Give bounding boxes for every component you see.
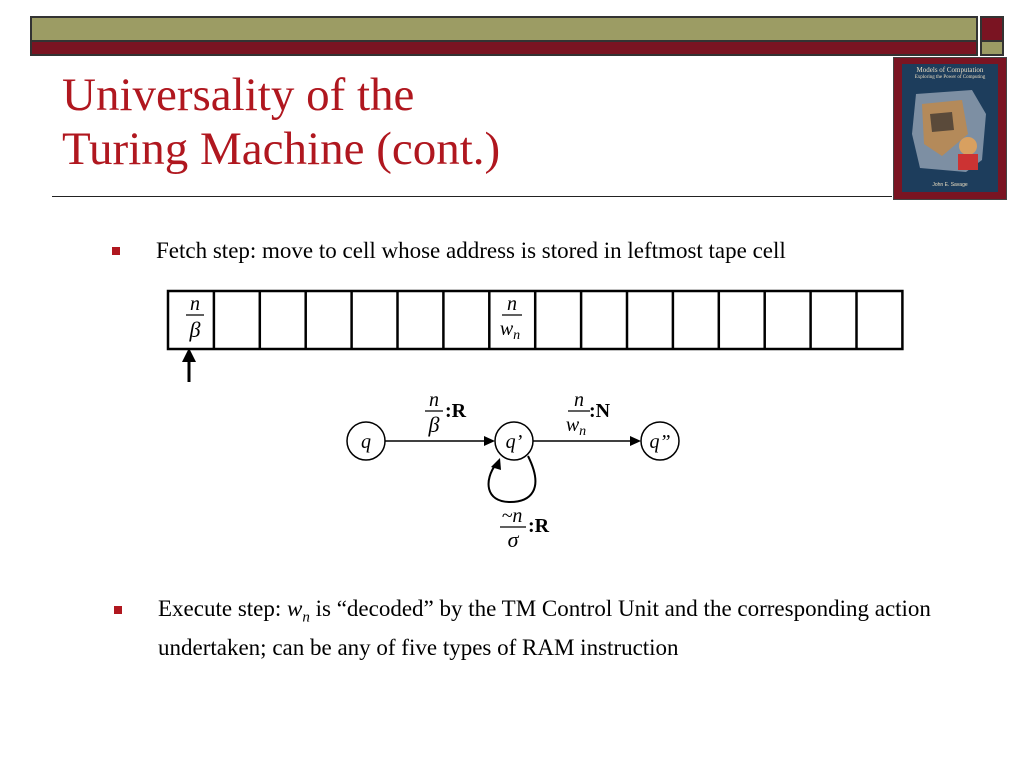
edge2-top-label: n [574,389,584,411]
bullet-execute-var: w [287,596,303,621]
tape-cell0-bottom: β [189,317,201,342]
edge1-action-label: :R [445,400,467,422]
tape-cell0-top: n [190,293,200,315]
edge1-top-label: n [429,389,439,411]
tape [168,291,902,349]
loop-bottom-label: σ [507,527,519,552]
slide-title-line1: Universality of the [62,69,415,121]
bullet-execute-prefix: Execute step: [158,596,288,621]
loop-action-label: :R [528,515,550,537]
edge2-action-label: :N [589,400,611,422]
bullet-execute-step [158,594,958,663]
transition-qprime-to-qdprime-arrowhead [630,436,641,446]
edge2-bottom-label: $w_n$ [565,414,587,439]
book-cover-title: Models of Computation [916,66,984,74]
tape-cell7-top: n [507,293,517,315]
bullet-execute-suffix: is “decoded” by the TM Control Unit and the corresponding action undertaken; can be any of five types of RAM instruction [158,596,931,660]
edge1-bottom-label: β [428,412,440,437]
tape-cell7-bottom: $w_n$ [499,318,521,343]
book-cover-author: John E. Savage [932,182,968,188]
transition-q-to-qprime-arrowhead [484,436,495,446]
loop-top-label: ~n [501,505,523,527]
state-q-double-prime-label: q” [649,431,671,453]
book-cover-subtitle: Exploring the Power of Computing [914,75,986,80]
state-q-prime-label: q’ [505,431,523,453]
bullet-fetch-text: Fetch step: move to cell whose address is stored in leftmost tape cell [156,238,786,263]
slide-title-line2: Turing Machine (cont.) [62,123,501,175]
bullet-execute-sub: n [302,609,310,626]
bullet-square-icon [114,606,122,614]
state-q-label: q [361,431,371,453]
